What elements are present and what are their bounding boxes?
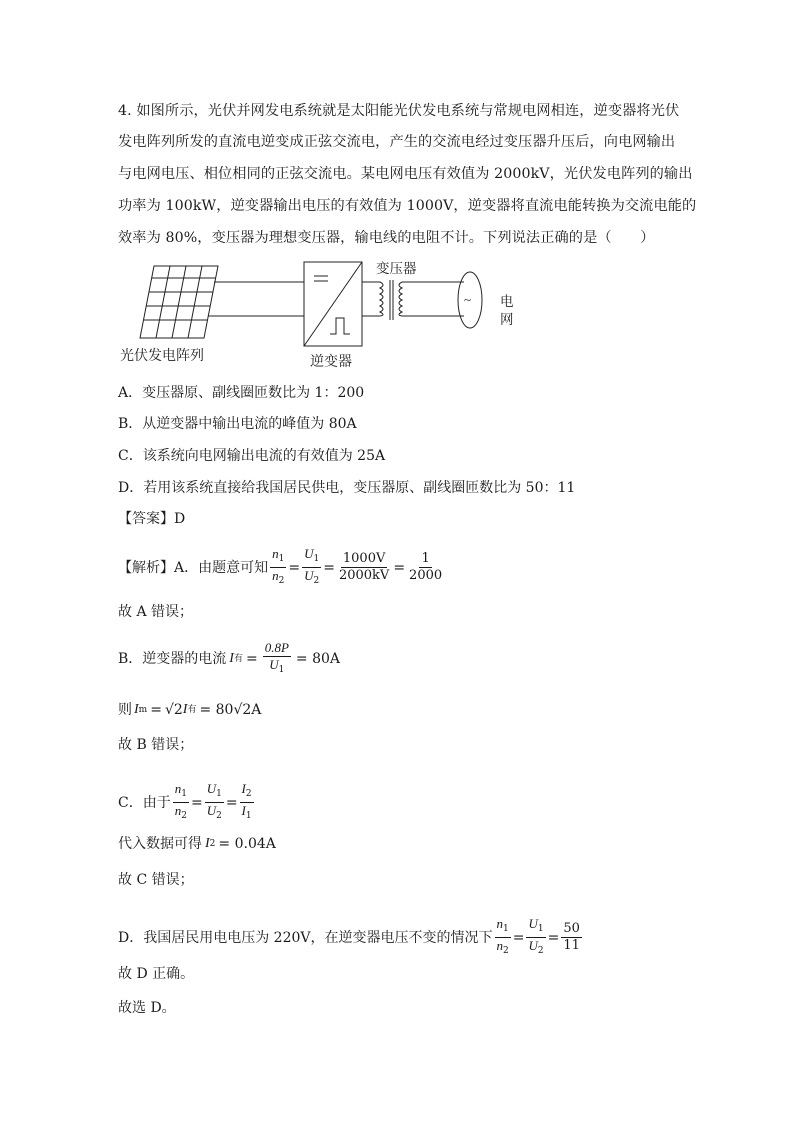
transformer-label: 变压器 [376, 261, 417, 277]
analysis-c-wrong: 故 C 错误； [118, 872, 194, 888]
analysis-b-wrong: 故 B 错误； [118, 737, 194, 753]
analysis-b: B．逆变器的电流 I 有 = $\frac{0.8P}{U_1}$ = 80A [118, 640, 340, 678]
question-line-3: 与电网电压、相位相同的正弦交流电。某电网电压有效值为 2000kV，光伏发电阵列的输出 [118, 166, 693, 182]
pv-array-label: 光伏发电阵列 [120, 348, 204, 364]
analysis-c2: 代入数据可得 I 2 = 0.04A [118, 836, 276, 852]
grid-label-top: 电 [500, 294, 514, 310]
option-d: D．若用该系统直接给我国居民供电，变压器原、副线圈匝数比为 50：11 [118, 480, 576, 496]
ac-symbol: ~ [464, 292, 472, 307]
answer: 【答案】D [118, 511, 186, 527]
analysis-d-right: 故 D 正确。 [118, 966, 195, 982]
ratio-result-d: $\frac{50}{11}$ [563, 921, 580, 953]
transformer-icon [362, 280, 464, 320]
inverter-label: 逆变器 [310, 354, 352, 370]
analysis-d: D．我国居民用电电压为 220V，在逆变器电压不变的情况下 $\frac{n_1}{n_2}$ = $\frac{U_1}{U_2}$ = $\frac{50}{11}$ [118, 916, 584, 959]
ratio-u1-u2-d: $\frac{U_1}{U_2}$ [528, 916, 544, 956]
ratio-u1-u2: $\frac{U_1}{U_2}$ [304, 546, 320, 586]
question-line-2: 发电阵列所发的直流电逆变成正弦交流电，产生的交流电经过变压器升压后，向电网输出 [118, 134, 676, 150]
analysis-a-wrong: 故 A 错误； [118, 604, 194, 620]
question-line-4: 功率为 100kW，逆变器输出电压的有效值为 1000V，逆变器将直流电能转换为交流电能的 [118, 198, 697, 214]
ratio-result-a: $\frac{1}{2000}$ [409, 551, 443, 583]
ratio-n1-n2-d: $\frac{n_1}{n_2}$ [496, 916, 509, 956]
ratio-n1-n2-c: $\frac{n_1}{n_2}$ [174, 781, 187, 821]
analysis-a: 【解析】A．由题意可知 $\frac{n_1}{n_2}$ = $\frac{U_1}{U_2}$ = $\frac{1000V}{2000kV}$ = $\frac{1}{2000}$ [118, 546, 446, 589]
pv-array-icon [140, 266, 304, 338]
grid-label-bottom: 网 [500, 312, 514, 328]
option-b: B．从逆变器中输出电流的峰值为 80A [118, 416, 357, 432]
ratio-n1-n2: $\frac{n_1}{n_2}$ [272, 546, 285, 586]
ratio-i2-i1-c: $\frac{I_2}{I_1}$ [241, 781, 252, 821]
pv-system-diagram [118, 256, 538, 374]
option-c: C．该系统向电网输出电流的有效值为 25A [118, 448, 386, 464]
ratio-current-b: $\frac{0.8P}{U_1}$ [264, 640, 289, 675]
analysis-b2: 则 I m = √2 I 有 = 80√2A [118, 702, 262, 718]
option-a: A．变压器原、副线圈匝数比为 1：200 [118, 385, 365, 401]
final-choice: 故选 D。 [118, 1000, 176, 1016]
ratio-u1-u2-c: $\frac{U_1}{U_2}$ [206, 781, 222, 821]
analysis-c: C．由于 $\frac{n_1}{n_2}$ = $\frac{U_1}{U_2}$ = $\frac{I_2}{I_1}$ [118, 781, 256, 824]
question-line-1: 4. 如图所示，光伏并网发电系统就是太阳能光伏发电系统与常规电网相连，逆变器将光伏 [118, 103, 680, 119]
inverter-icon [304, 262, 362, 346]
question-line-5: 效率为 80%，变压器为理想变压器，输电线的电阻不计。下列说法正确的是（ ） [118, 230, 655, 246]
ratio-voltages: $\frac{1000V}{2000kV}$ [338, 551, 390, 583]
analysis-a-prefix: 【解析】A．由题意可知 [118, 559, 269, 576]
